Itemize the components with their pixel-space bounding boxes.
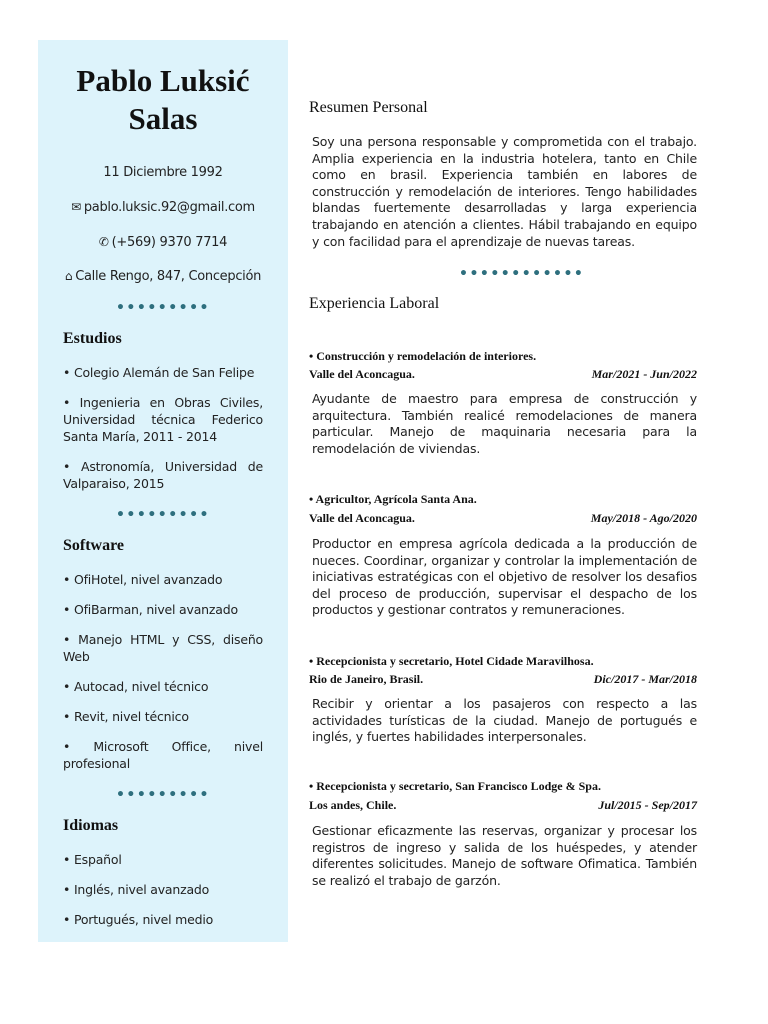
job-meta: [309, 511, 697, 526]
separator-dots: •••••••••: [115, 507, 211, 523]
phone-row: [63, 233, 263, 252]
job-meta: [309, 367, 697, 382]
section-title-idiomas: Idiomas: [63, 817, 119, 834]
job-description: Productor en empresa agrícola dedicada a la producción de nueces. Coordinar, organizar y controlar la implementación de iniciativas estratégicas con el objetivo de resolver los desafios del proceso de producción, supervisar el despacho de los productos y gestionar contratos y remuneraciones.: [312, 536, 697, 618]
job-role: • Recepcionista y secretario, San Francisco Lodge & Spa.: [309, 779, 601, 793]
job-dates: Dic/2017 - Mar/2018: [593, 672, 697, 686]
job-meta: [309, 672, 697, 687]
job-description: Ayudante de maestro para empresa de construcción y arquitectura. También realicé remodelaciones de manera particular. Manejo de maquinaria necesaria para la remodelación de viviendas.: [312, 391, 697, 456]
job-role: • Agricultor, Agrícola Santa Ana.: [309, 492, 477, 506]
job-description: Recibir y orientar a los pasajeros con respecto a las actividades turísticas de la ciudad. Manejo de portugués e inglés, y fuertes habilidades interpersonales.: [312, 696, 697, 745]
software-item: • Autocad, nivel técnico: [63, 679, 209, 694]
job-role: • Recepcionista y secretario, Hotel Cidade Maravilhosa.: [309, 654, 594, 668]
section-title-estudios: Estudios: [63, 330, 122, 347]
separator-dots: ••••••••••••: [459, 266, 585, 282]
idiomas-item: • Español: [63, 852, 122, 867]
job-place: Los andes, Chile.: [309, 798, 397, 812]
software-item: • OfiHotel, nivel avanzado: [63, 572, 223, 587]
phone-text: (+569) 9370 7714: [111, 235, 228, 250]
resumen-text: Soy una persona responsable y comprometida con el trabajo. Amplia experiencia en la industria hotelera, tanto en Chile como en brasil. Experiencia también en labores de construcción y remodelación de interiores. Tengo habilidades blandas fuertemente desarrolladas y larga experiencia trabajando en atención a clientes. Hábil trabajando en equipo y con facilidad para el aprendizaje de nuevas tareas.: [312, 134, 697, 249]
software-item: • Microsoft Office, nivel profesional: [63, 739, 263, 771]
separator-dots: •••••••••: [115, 300, 211, 316]
job-meta: [309, 798, 697, 813]
separator-dots: •••••••••: [115, 787, 211, 803]
idiomas-item: • Portugués, nivel medio: [63, 912, 214, 927]
section-title-resumen: Resumen Personal: [309, 99, 428, 116]
job-description: Gestionar eficazmente las reservas, organizar y procesar los registros de ingreso y salida de los huéspedes, y atender diferentes solicitudes. Manejo de software Ofimatica. También se realizó el trabajo de garzón.: [312, 823, 697, 888]
phone-icon: ✆: [98, 235, 109, 249]
birth-date: 11 Diciembre 1992: [103, 165, 223, 180]
email-row: [63, 198, 263, 217]
estudios-item: • Astronomía, Universidad de Valparaiso, 2015: [63, 459, 263, 491]
name-line-1: Pablo Luksić: [76, 63, 250, 98]
section-title-experiencia: Experiencia Laboral: [309, 295, 440, 312]
estudios-item: • Colegio Alemán de San Felipe: [63, 365, 255, 380]
software-item: • Revit, nivel técnico: [63, 709, 189, 724]
email-text: pablo.luksic.92@gmail.com: [83, 200, 255, 215]
job-place: Rio de Janeiro, Brasil.: [309, 672, 424, 686]
section-title-software: Software: [63, 537, 125, 554]
address-text: Calle Rengo, 847, Concepción: [75, 269, 262, 284]
job-dates: Mar/2021 - Jun/2022: [591, 367, 697, 381]
envelope-icon: ✉: [71, 200, 81, 214]
job-dates: May/2018 - Ago/2020: [590, 511, 697, 525]
software-item: • OfiBarman, nivel avanzado: [63, 602, 238, 617]
job-place: Valle del Aconcagua.: [309, 511, 415, 525]
job-dates: Jul/2015 - Sep/2017: [598, 798, 697, 812]
sidebar: [38, 40, 288, 942]
idiomas-item: • Inglés, nivel avanzado: [63, 882, 210, 897]
job-place: Valle del Aconcagua.: [309, 367, 415, 381]
home-icon: ⌂: [64, 269, 73, 283]
estudios-item: • Ingenieria en Obras Civiles, Universidad técnica Federico Santa María, 2011 - 2014: [63, 395, 263, 444]
name-line-2: Salas: [128, 101, 198, 136]
software-item: • Manejo HTML y CSS, diseño Web: [63, 632, 263, 664]
address-row: [63, 267, 263, 286]
job-role: • Construcción y remodelación de interiores.: [309, 349, 537, 363]
